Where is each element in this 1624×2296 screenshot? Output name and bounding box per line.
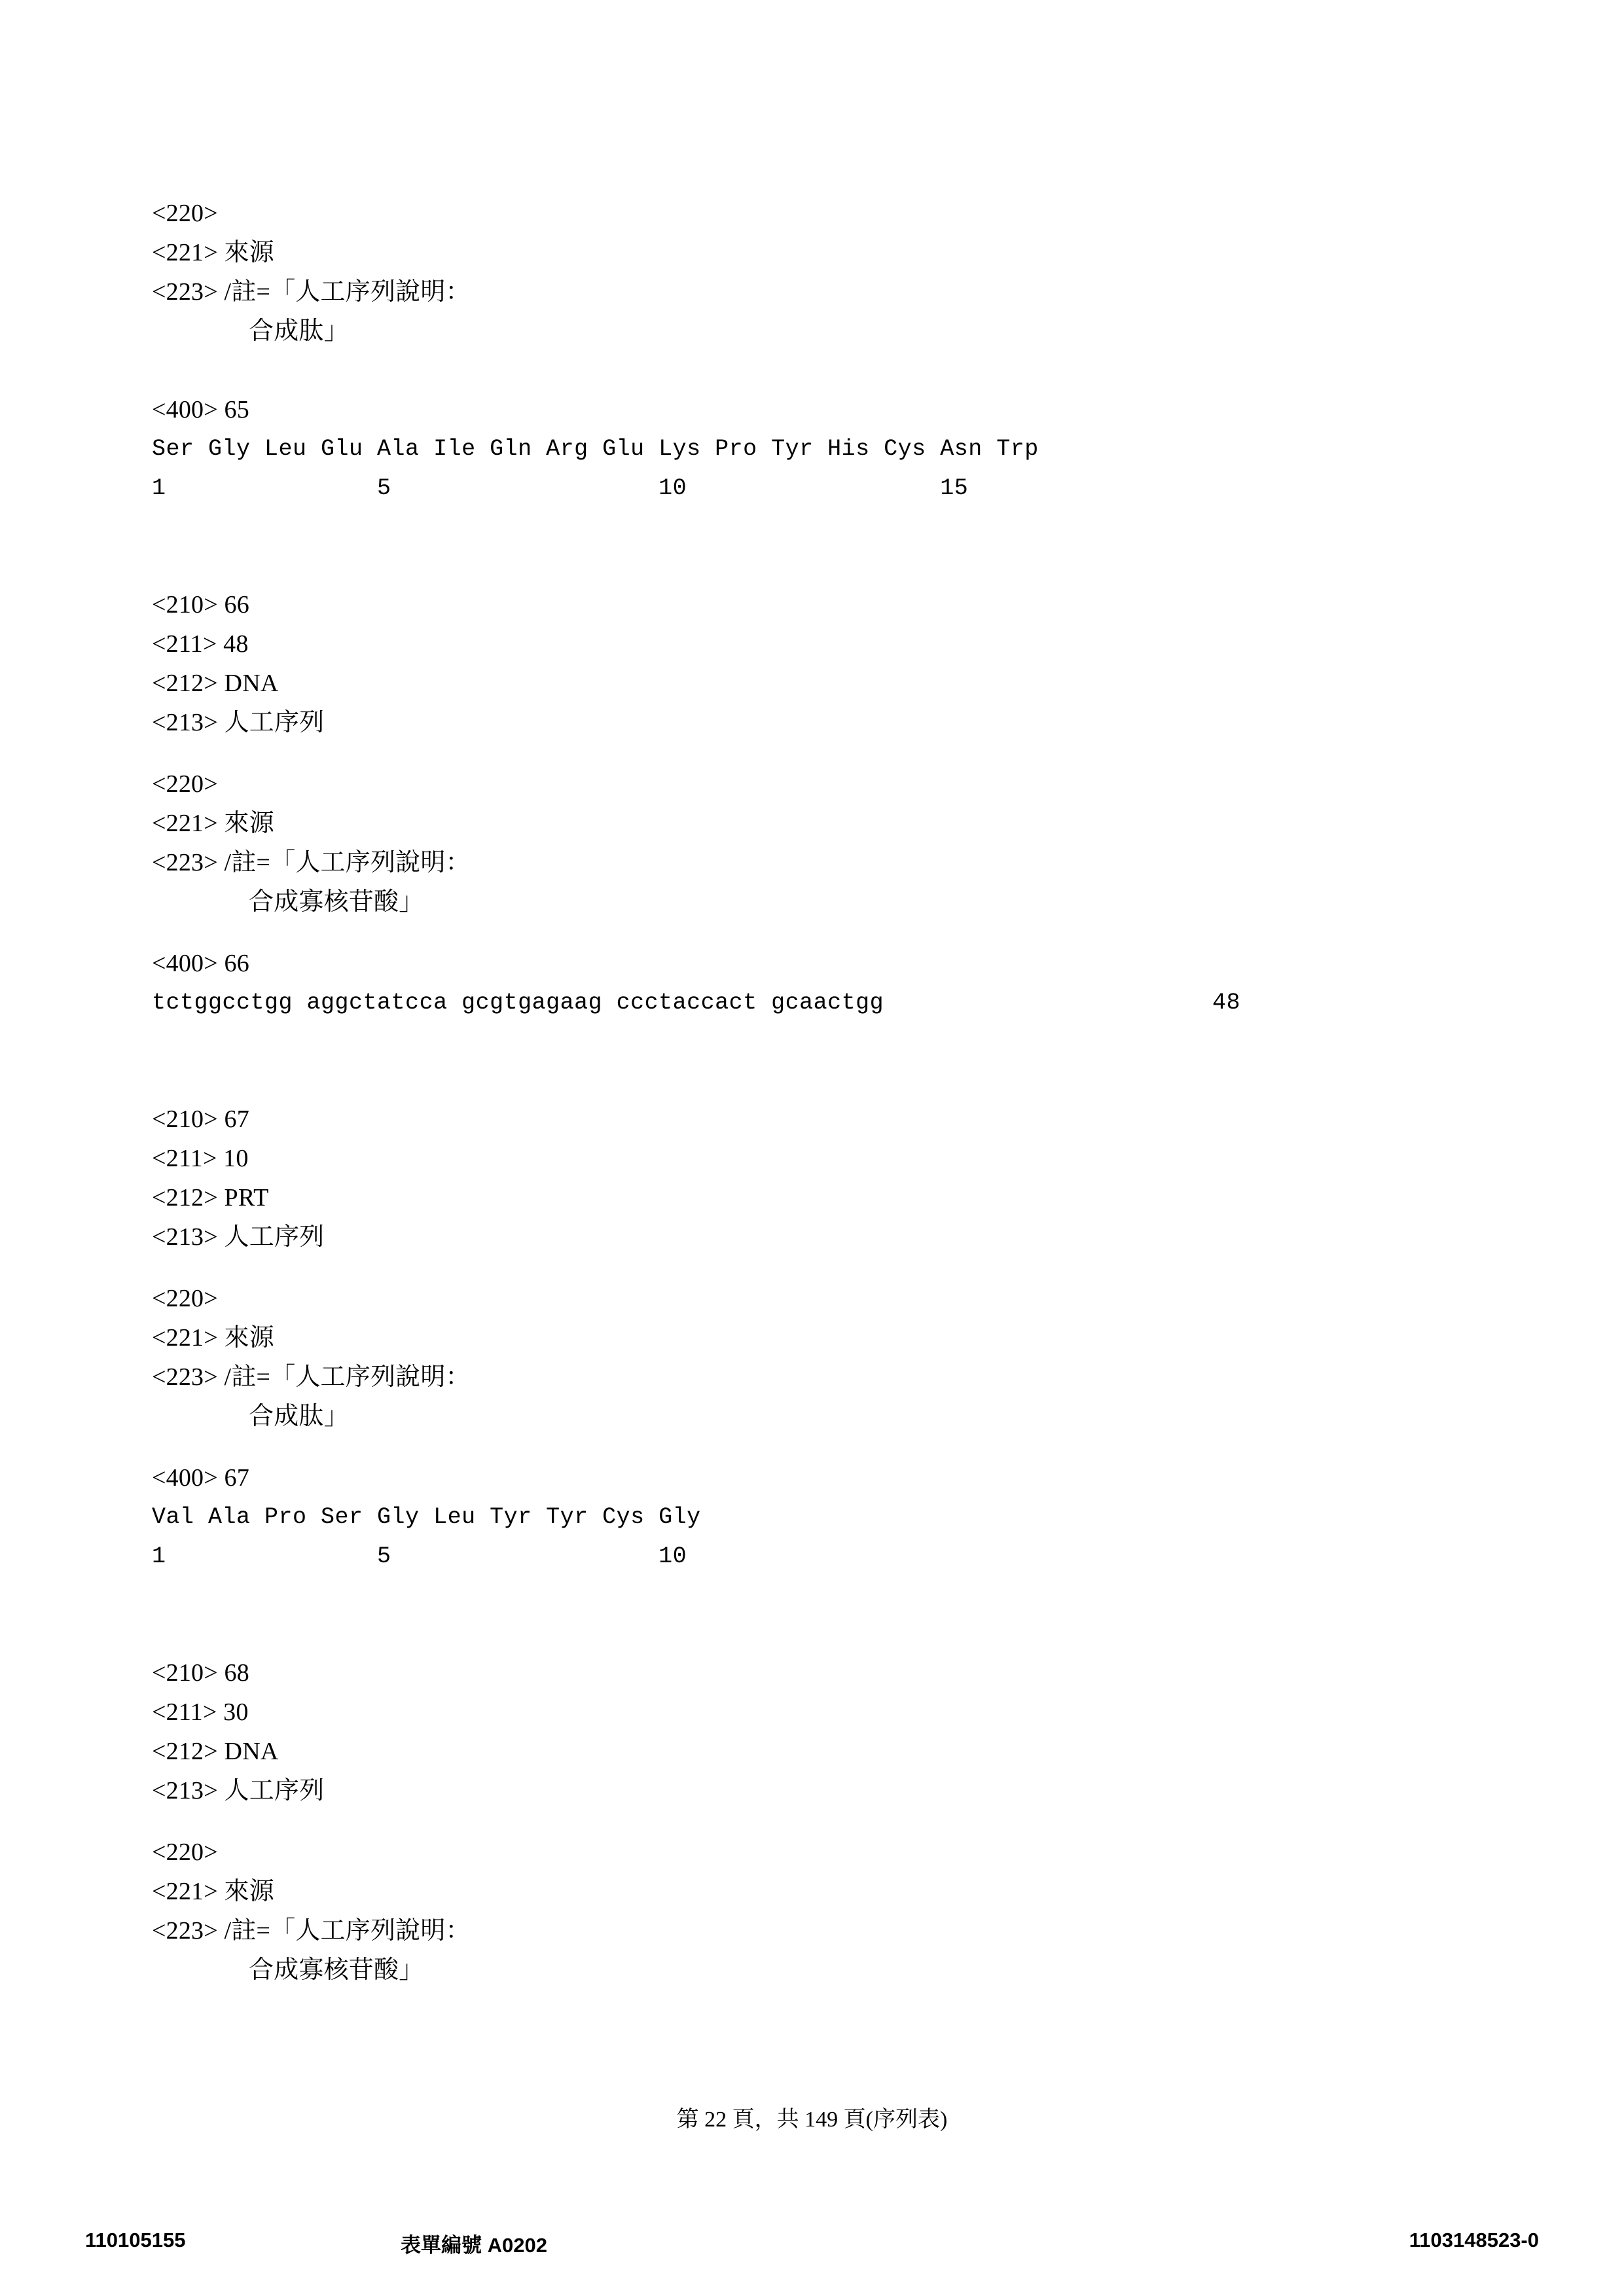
spacer xyxy=(152,1810,1461,1833)
sequence-line: Ser Gly Leu Glu Ala Ile Gln Arg Glu Lys Pro Tyr His Cys Asn Trp xyxy=(152,436,1039,462)
page-footer xyxy=(0,2229,1624,2268)
annotation-line: <400> 66 xyxy=(152,950,249,977)
annotation-line: <212> DNA xyxy=(152,1738,279,1765)
annotation-line: <223> /註=「人工序列說明： xyxy=(152,278,471,306)
annotation-line: <400> 65 xyxy=(152,396,249,423)
footer-document-code: 1103148523-0 xyxy=(1409,2229,1539,2251)
sequence-text: tctggcctgg aggctatcca gcgtgagaag ccctaccact gcaactgg xyxy=(152,990,884,1016)
annotation-line: <212> DNA xyxy=(152,670,279,697)
annotation-line: <210> 68 xyxy=(152,1659,249,1687)
sequence-row xyxy=(152,983,1461,1022)
annotation-line: <223> /註=「人工序列說明： xyxy=(152,1917,471,1945)
footer-application-number: 110105155 xyxy=(85,2229,186,2251)
annotation-line: <220> xyxy=(152,1839,218,1866)
annotation-line: <221> 來源 xyxy=(152,1324,274,1352)
annotation-line: <213> 人工序列 xyxy=(152,1777,325,1804)
spacer xyxy=(152,742,1461,764)
page-number-note: 第 22 頁，共 149 頁(序列表) xyxy=(676,2108,948,2132)
annotation-line: <210> 67 xyxy=(152,1105,249,1133)
annotation-line: <212> PRT xyxy=(152,1184,269,1211)
annotation-line: <221> 來源 xyxy=(152,810,274,837)
spacer xyxy=(152,508,1461,585)
annotation-line: <400> 67 xyxy=(152,1464,249,1492)
spacer xyxy=(152,351,1461,390)
annotation-line: <213> 人工序列 xyxy=(152,1223,325,1251)
annotation-continuation-line: 合成肽」 xyxy=(249,317,349,345)
annotation-line: <213> 人工序列 xyxy=(152,709,325,736)
sequence-line: Val Ala Pro Ser Gly Leu Tyr Tyr Cys Gly xyxy=(152,1504,701,1530)
sequence-line: 1 5 10 xyxy=(152,1543,687,1570)
annotation-line: <221> 來源 xyxy=(152,239,274,266)
spacer xyxy=(152,1257,1461,1279)
annotation-continuation-line: 合成寡核苷酸」 xyxy=(249,1956,424,1984)
annotation-line: <220> xyxy=(152,770,218,798)
footer-form-code: 表單編號 A0202 xyxy=(401,2234,547,2257)
spacer xyxy=(152,1436,1461,1458)
annotation-line: <211> 10 xyxy=(152,1145,249,1172)
spacer xyxy=(152,922,1461,944)
annotation-line: <211> 48 xyxy=(152,630,249,658)
sequence-length: 48 xyxy=(1212,990,1241,1016)
sequence-line: 1 5 10 15 xyxy=(152,475,969,501)
annotation-line: <211> 30 xyxy=(152,1698,249,1726)
annotation-line: <210> 66 xyxy=(152,591,249,619)
spacer xyxy=(152,1022,1461,1100)
sequence-listing-body xyxy=(152,194,1461,1990)
annotation-continuation-line: 合成肽」 xyxy=(249,1403,349,1430)
annotation-line: <220> xyxy=(152,1285,218,1312)
annotation-line: <220> xyxy=(152,200,218,227)
spacer xyxy=(152,1576,1461,1653)
annotation-line: <223> /註=「人工序列說明： xyxy=(152,849,471,876)
annotation-continuation-line: 合成寡核苷酸」 xyxy=(249,888,424,916)
annotation-line: <223> /註=「人工序列說明： xyxy=(152,1363,471,1391)
annotation-line: <221> 來源 xyxy=(152,1878,274,1905)
